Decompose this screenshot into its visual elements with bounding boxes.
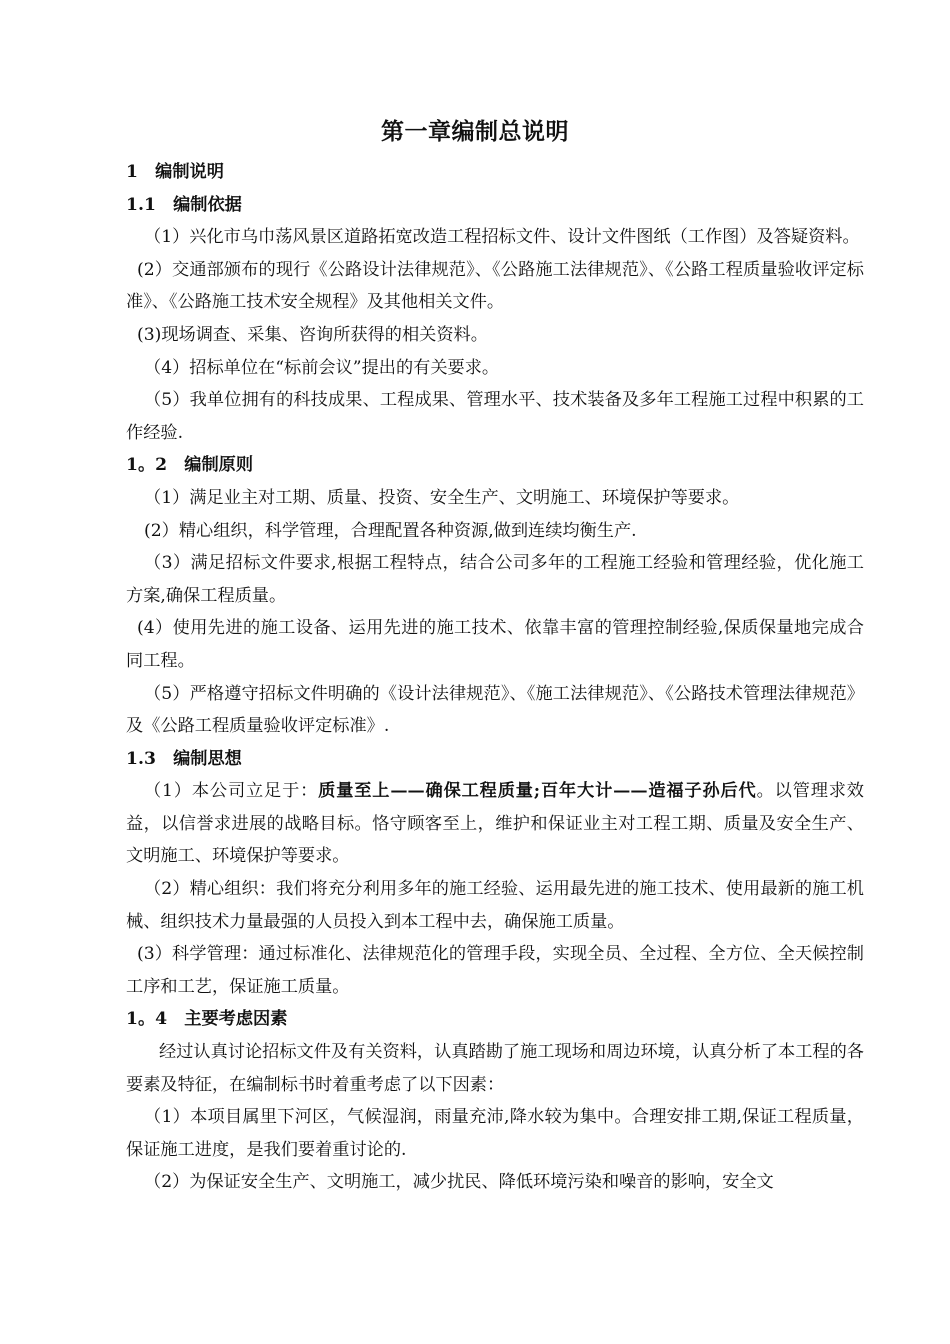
section-heading-1-2: 1。2 编制原则 — [126, 455, 254, 476]
paragraph: (2）交通部颁布的现行《公路设计法律规范》、《公路施工法律规范》、《公路工程质量验收评定标准》、《公路施工技术安全规程》及其他相关文件。 — [126, 259, 864, 313]
paragraph: (2）精心组织，科学管理，合理配置各种资源,做到连续均衡生产. — [144, 520, 637, 541]
paragraph: (4）使用先进的施工设备、运用先进的施工技术、依靠丰富的管理控制经验,保质保量地完成合同工程。 — [126, 618, 864, 671]
motto-bold-text: 质量至上——确保工程质量;百年大计——造福子孙后代 — [318, 781, 757, 802]
paragraph: (3)现场调查、采集、咨询所获得的相关资料。 — [137, 324, 488, 345]
paragraph: （5）我单位拥有的科技成果、工程成果、管理水平、技术装备及多年工程施工过程中积累的工作经验. — [126, 390, 864, 443]
document-body — [126, 156, 864, 1199]
paragraph: (3）科学管理：通过标准化、法律规范化的管理手段，实现全员、全过程、全方位、全天候控制工序和工艺，保证施工质量。 — [126, 944, 864, 997]
section-heading-1-3: 1.3 编制思想 — [126, 748, 242, 769]
paragraph: （4）招标单位在“标前会议”提出的有关要求。 — [144, 357, 500, 378]
paragraph — [126, 775, 864, 873]
section-heading-1-1: 1.1 编制依据 — [126, 194, 242, 215]
paragraph: （2）精心组织：我们将充分利用多年的施工经验、运用最先进的施工技术、使用最新的施工机械、组织技术力量最强的人员投入到本工程中去，确保施工质量。 — [126, 879, 864, 932]
paragraph: （2）为保证安全生产、文明施工，减少扰民、降低环境污染和噪音的影响，安全文 — [144, 1172, 774, 1193]
section-heading-1: 1 编制说明 — [126, 162, 224, 182]
paragraph-suffix: 。以管理求效益，以信誉求进展的战略目标。恪守顾客至上，维护和保证业主对工程工期、质量及安全生产、文明施工、环境保护等要求。 — [126, 781, 864, 867]
paragraph: （3）满足招标文件要求,根据工程特点，结合公司多年的工程施工经验和管理经验，优化施工方案,确保工程质量。 — [126, 553, 864, 606]
paragraph: （1）满足业主对工期、质量、投资、安全生产、文明施工、环境保护等要求。 — [144, 487, 740, 508]
paragraph: 经过认真讨论招标文件及有关资料，认真踏勘了施工现场和周边环境，认真分析了本工程的各要素及特征，在编制标书时着重考虑了以下因素： — [126, 1042, 864, 1095]
paragraph: （1）兴化市乌巾荡风景区道路拓宽改造工程招标文件、设计文件图纸（工作图）及答疑资料。 — [144, 227, 860, 248]
paragraph-prefix: （1）本公司立足于： — [144, 781, 319, 802]
section-heading-1-4: 1。4 主要考虑因素 — [126, 1009, 288, 1030]
paragraph: （1）本项目属里下河区，气候湿润，雨量充沛,降水较为集中。合理安排工期,保证工程质量，保证施工进度，是我们要着重讨论的. — [126, 1107, 864, 1160]
paragraph: （5）严格遵守招标文件明确的《设计法律规范》、《施工法律规范》、《公路技术管理法律规范》及《公路工程质量验收评定标准》. — [126, 683, 864, 737]
page-title: 第一章编制总说明 — [381, 118, 569, 145]
